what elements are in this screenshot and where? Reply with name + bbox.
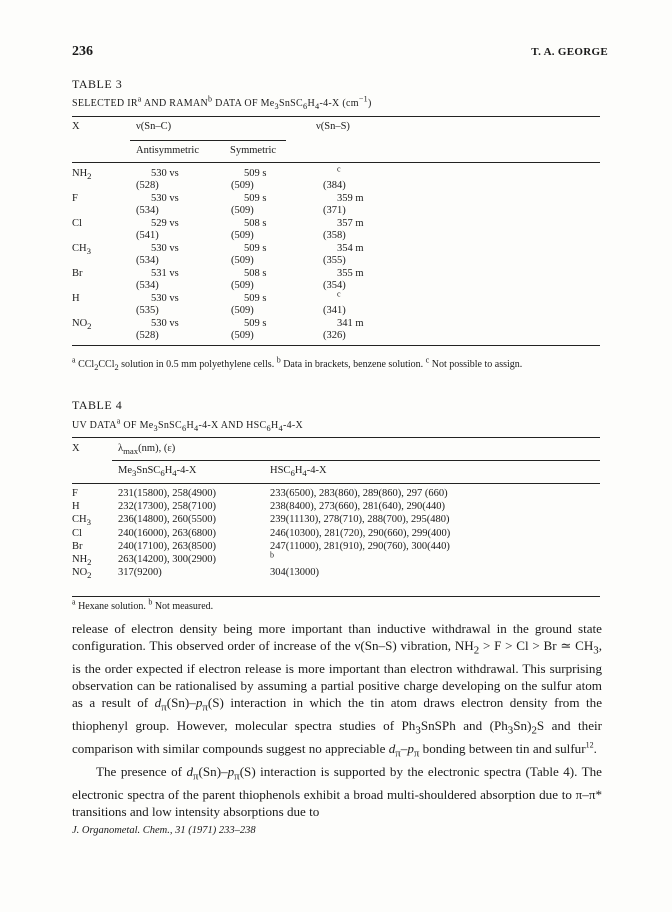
table3-cell-sym-benzene: (509)	[231, 180, 254, 191]
table3-row-x: F	[72, 193, 78, 204]
paragraph-2: The presence of $d_\pi(Sn)-p_\pi(S)$ interaction is supported by the electronic spectra (Table 4). The electronic spectra of the parent thiophenols exhibit a broad multi-shouldered absorption due to π–π* transitions and low intensity absorptions due to	[72, 763, 602, 819]
table4-row-x: $NH_2$	[72, 554, 92, 568]
table3-bottom-rule	[72, 345, 600, 346]
table4-row-x: F	[72, 488, 78, 499]
table3-cell-sym: 509 s	[244, 168, 267, 179]
table3-cell-sns-benzene: (355)	[323, 255, 346, 266]
table3-cell-sns-benzene: (358)	[323, 230, 346, 241]
table3-cell-anti: 531 vs	[151, 268, 179, 279]
table3-cell-sns-benzene: (326)	[323, 330, 346, 341]
table3-cell-sym: 509 s	[244, 293, 267, 304]
table3-cell-sym-benzene: (509)	[231, 330, 254, 341]
table4-cell-hs: 238(8400), 273(660), 281(640), 290(440)	[270, 501, 445, 513]
table3-cell-sym-benzene: (509)	[231, 205, 254, 216]
table3-cell-sns: 357 m	[337, 218, 364, 229]
running-author: T. A. GEORGE	[531, 46, 608, 58]
table3-cell-sym-benzene: (509)	[231, 230, 254, 241]
table3-cell-anti-benzene: (534)	[136, 255, 159, 266]
table4-sub-me: $Me_3SnSC_6H_4-4-X$	[118, 465, 197, 479]
table3-cell-anti-benzene: (528)	[136, 180, 159, 191]
table4-row-x: Cl	[72, 527, 82, 539]
table4-cell-hs: 239(11130), 278(710), 288(700), 295(480)	[270, 514, 450, 526]
table3-cell-sym-benzene: (509)	[231, 280, 254, 291]
table3-col-x: X	[72, 121, 80, 132]
table4-row-x: $CH_3$	[72, 514, 91, 528]
table3-cell-anti: 530 vs	[151, 293, 179, 304]
table4-group-rule	[112, 460, 600, 461]
table3-cell-sym: 508 s	[244, 268, 267, 279]
table3-cell-anti-benzene: (534)	[136, 205, 159, 216]
journal-citation: J. Organometal. Chem., 31 (1971) 233–238	[72, 825, 256, 836]
table3-top-rule	[72, 116, 600, 117]
table4-cell-me: 317(9200)	[118, 567, 162, 579]
table3-cell-sym-benzene: (509)	[231, 255, 254, 266]
table4-cell-hs: 246(10300), 281(720), 290(660), 299(400)	[270, 527, 451, 539]
table3-col-snc: ν(Sn–C)	[136, 121, 172, 132]
table4-caption: TABLE 4	[72, 398, 123, 412]
table3-cell-sns: c	[337, 164, 341, 174]
table4-cell-me: 236(14800), 260(5500)	[118, 514, 216, 526]
table4-title: UV DATA$^a$ OF $Me_3SnSC_6H_4-4-X$ AND $HSC_6H_4-4-X$	[72, 416, 304, 433]
page-number: 236	[72, 44, 93, 59]
table3-cell-sym-benzene: (509)	[231, 305, 254, 316]
table3-cell-sns: 341 m	[337, 318, 364, 329]
table3-cell-anti-benzene: (535)	[136, 305, 159, 316]
table3-cell-sym: 509 s	[244, 193, 267, 204]
table3-cell-sns: 354 m	[337, 243, 364, 254]
table4-col-x: X	[72, 443, 80, 454]
table4-row-x: H	[72, 501, 80, 513]
table3-cell-sns-benzene: (384)	[323, 180, 346, 191]
table3-cell-sns: c	[337, 289, 341, 299]
table4-col-lambda: $\lambda_{max}(nm)$, (ε)	[118, 443, 176, 457]
table4-cell-hs: 304(13000)	[270, 567, 319, 579]
paragraph-1: release of electron density being more important than inductive withdrawal in the ground state configuration. This observed order of increase of the ν(Sn–S) vibration, $NH_2 > F > Cl > Br$ ≃ $CH_3$, is the order expected if electron release is more important than electron withdrawal. This surprising observation can be rationalised by assuming a partial positive charge developing on the sulfur atom as a result of $d_\pi(Sn)-p_\pi(S)$ interaction in which the tin atom draws electron density from the thiophenyl group. However, molecular spectra studies of $Ph_3SnSPh$ and $(Ph_3Sn)_2S$ and their comparison with similar compounds suggest no appreciable $d_\pi-p_\pi$ bonding between tin and sulfur$^{12}$.	[72, 621, 603, 760]
table4-cell-me: 231(15800), 258(4900)	[118, 488, 216, 499]
table4-cell-me: 240(16000), 263(6800)	[118, 527, 216, 539]
table4-top-rule	[72, 437, 600, 438]
table4-sub-hs: $HSC_6H_4-4-X$	[270, 465, 327, 479]
table3-group-rule	[130, 140, 286, 141]
table3-col-sns: ν(Sn–S)	[316, 121, 350, 132]
table4-head-rule	[72, 483, 600, 484]
table4-cell-hs: 247(11000), 281(910), 290(760), 300(440)	[270, 540, 450, 552]
table3-row-x: Cl	[72, 218, 82, 229]
table4-cell-hs: 233(6500), 283(860), 289(860), 297 (660)	[270, 488, 448, 499]
table4-cell-hs: b	[270, 550, 274, 560]
table3-cell-anti: 530 vs	[151, 243, 179, 254]
table3-sub-sym: Symmetric	[230, 145, 277, 156]
table4-cell-me: 240(17100), 263(8500)	[118, 540, 216, 552]
table3-row-x: $CH_3$	[72, 243, 91, 257]
table3-cell-sns: 355 m	[337, 268, 364, 279]
table3-cell-anti: 530 vs	[151, 193, 179, 204]
table4-cell-me: 232(17300), 258(7100)	[118, 501, 216, 513]
table3-cell-sns-benzene: (371)	[323, 205, 346, 216]
table3-cell-sns-benzene: (354)	[323, 280, 346, 291]
body-text	[72, 620, 602, 820]
table3-cell-sns-benzene: (341)	[323, 305, 346, 316]
table4-row-x: $NO_2$	[72, 567, 92, 581]
table3-cell-sym: 509 s	[244, 243, 267, 254]
table3-caption: TABLE 3	[72, 77, 123, 91]
table3-footnote: $^a$ CCl$_2$CCl$_2$ solution in 0.5 mm polyethylene cells. $^b$ Data in brackets, benzene solution. $^c$ Not possible to assign.	[72, 355, 523, 372]
table3-title: SELECTED $IR^a$ AND RAMAN$^b$ DATA OF $Me_3SnSC_6H_4-4-X$ $(cm^{-1})$	[72, 94, 372, 111]
table3-cell-sym: 508 s	[244, 218, 267, 229]
table3-cell-anti-benzene: (534)	[136, 280, 159, 291]
table4-footnote: $^a$ Hexane solution. $^b$ Not measured.	[72, 597, 214, 612]
table3-row-x: $NO_2$	[72, 318, 92, 332]
table3-cell-sns: 359 m	[337, 193, 364, 204]
table3-sub-anti: Antisymmetric	[136, 145, 199, 156]
table3-cell-anti: 530 vs	[151, 168, 179, 179]
table3-cell-anti: 529 vs	[151, 218, 179, 229]
table3-row-x: H	[72, 293, 80, 304]
table3-cell-anti: 530 vs	[151, 318, 179, 329]
table3-row-x: $NH_2$	[72, 168, 92, 182]
table3-cell-anti-benzene: (528)	[136, 330, 159, 341]
table4-cell-me: 263(14200), 300(2900)	[118, 554, 216, 565]
table4-row-x: Br	[72, 540, 83, 552]
table3-row-x: Br	[72, 268, 83, 279]
table3-head-rule	[72, 162, 600, 163]
table3-cell-sym: 509 s	[244, 318, 267, 329]
table3-cell-anti-benzene: (541)	[136, 230, 159, 241]
